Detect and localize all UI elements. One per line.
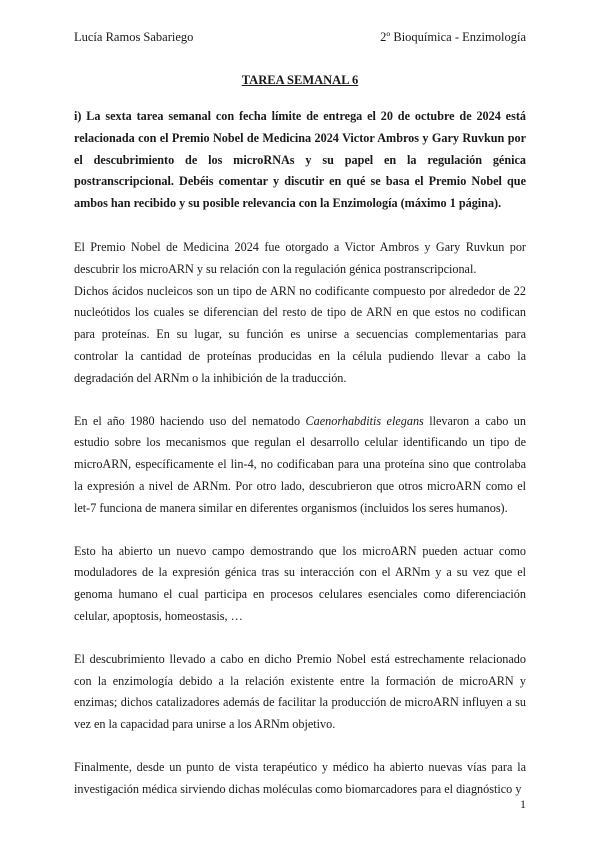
page-header xyxy=(74,30,526,45)
paragraph-3-end: llevaron a cabo un estudio sobre los mecanismos que regulan el desarrollo celular identificando un tipo de microARN, específicamente el lin-4, no codificaban para una proteína sino que controlaba la expresión a nivel de ARNm. Por otro lado, descubrieron que otros microARN como el let-7 funciona de manera similar en diferentes organismos (incluidos los seres humanos). xyxy=(74,413,526,515)
page-number: 1 xyxy=(520,797,526,811)
paragraph-5: El descubrimiento llevado a cabo en dicho Premio Nobel está estrechamente relacionado con la enzimología debido a la relación existente entre la formación de microARN y enzimas; dichos catalizadores además de facilitar la producción de microARN influyen a su vez en la capacidad para unirse a los ARNm objetivo. xyxy=(74,651,526,732)
paragraph-1: El Premio Nobel de Medicina 2024 fue otorgado a Victor Ambros y Gary Ruvkun por descubrir los microARN y su relación con la regulación génica postranscripcional. xyxy=(74,239,526,276)
document-body xyxy=(74,106,526,801)
assignment-question: i) La sexta tarea semanal con fecha límite de entrega el 20 de octubre de 2024 está relacionada con el Premio Nobel de Medicina 2024 Victor Ambros y Gary Ruvkun por el descubrimiento de los microRNAs y su papel en la regulación génica postranscripcional. Debéis comentar y discutir en qué se basa el Premio Nobel que ambos han recibido y su posible relevancia con la Enzimología (máximo 1 página). xyxy=(74,109,526,211)
paragraph-2: Dichos ácidos nucleicos son un tipo de ARN no codificante compuesto por alrededor de 22 nucleótidos los cuales se diferencian del resto de tipo de ARN en que estos no codifican para proteínas. En su lugar, su función es unirse a secuencias complementarias para controlar la cantidad de proteínas producidas en la célula pudiendo llevar a cabo la degradación del ARNm o la inhibición de la traducción. xyxy=(74,283,526,385)
paragraph-3 xyxy=(74,411,526,520)
species-name: Caenorhabditis elegans xyxy=(305,413,424,428)
author-name: Lucía Ramos Sabariego xyxy=(74,30,194,44)
paragraph-4: Esto ha abierto un nuevo campo demostrando que los microARN pueden actuar como moduladores de la expresión génica tras su interacción con el ARNm y a su vez que el genoma humano el cual participa en procesos celulares esenciales como diferenciación celular, apoptosis, homeostasis, … xyxy=(74,543,526,623)
document-title: TAREA SEMANAL 6 xyxy=(241,73,359,87)
paragraph-6: Finalmente, desde un punto de vista terapéutico y médico ha abierto nuevas vías para la investigación médica sirviendo dichas moléculas como biomarcadores para el diagnóstico y xyxy=(74,759,526,796)
paragraph-3-start: En el año 1980 haciendo uso del nematodo xyxy=(74,413,306,428)
course-name: 2º Bioquímica - Enzimología xyxy=(380,30,526,44)
